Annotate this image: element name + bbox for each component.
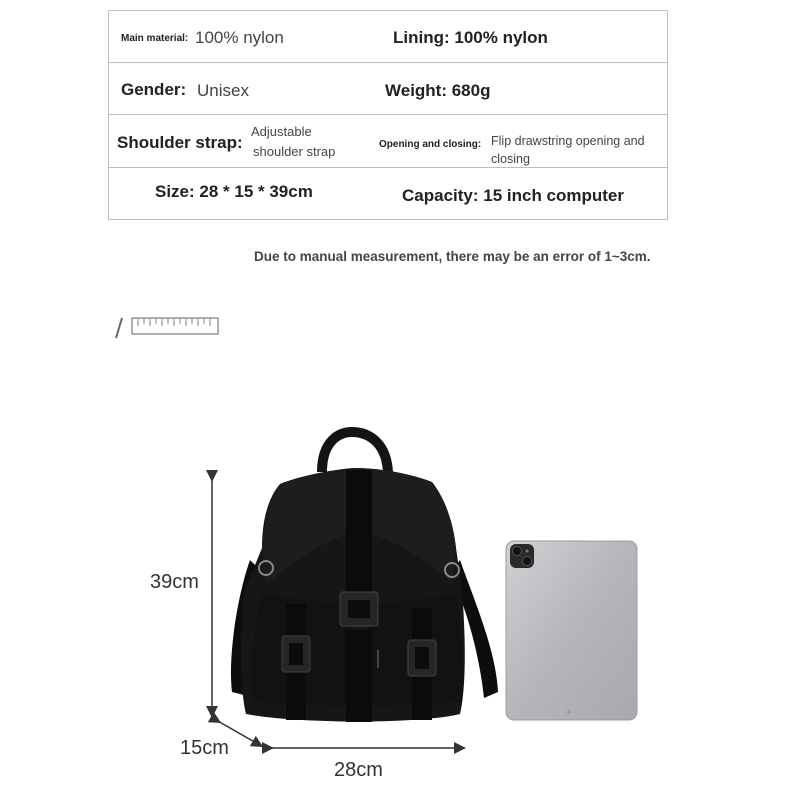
weight-text: Weight: 680g bbox=[385, 81, 491, 100]
height-dimension: 39cm bbox=[150, 571, 199, 593]
shoulder-strap-label: Shoulder strap: bbox=[117, 133, 243, 152]
gender-value: Unisex bbox=[197, 81, 249, 100]
capacity-text: Capacity: 15 inch computer bbox=[402, 186, 625, 205]
width-dimension: 28cm bbox=[334, 759, 383, 781]
size-text: Size: 28 * 15 * 39cm bbox=[155, 182, 313, 201]
opening-value: Flip drawstring opening and closing bbox=[491, 134, 645, 166]
opening-label: Opening and closing: bbox=[379, 139, 482, 150]
shoulder-strap-value-line2: shoulder strap bbox=[253, 144, 336, 159]
gender-label: Gender: bbox=[121, 80, 187, 99]
shoulder-strap-value-line1: Adjustable bbox=[251, 124, 312, 139]
main-material-label: Main material: bbox=[121, 33, 189, 44]
lining-text: Lining: 100% nylon bbox=[393, 28, 548, 47]
depth-dimension: 15cm bbox=[180, 737, 229, 759]
main-material-value: 100% nylon bbox=[195, 28, 284, 47]
measurement-note: Due to manual measurement, there may be an error of 1~3cm. bbox=[254, 249, 651, 264]
tablet-image bbox=[505, 540, 639, 722]
